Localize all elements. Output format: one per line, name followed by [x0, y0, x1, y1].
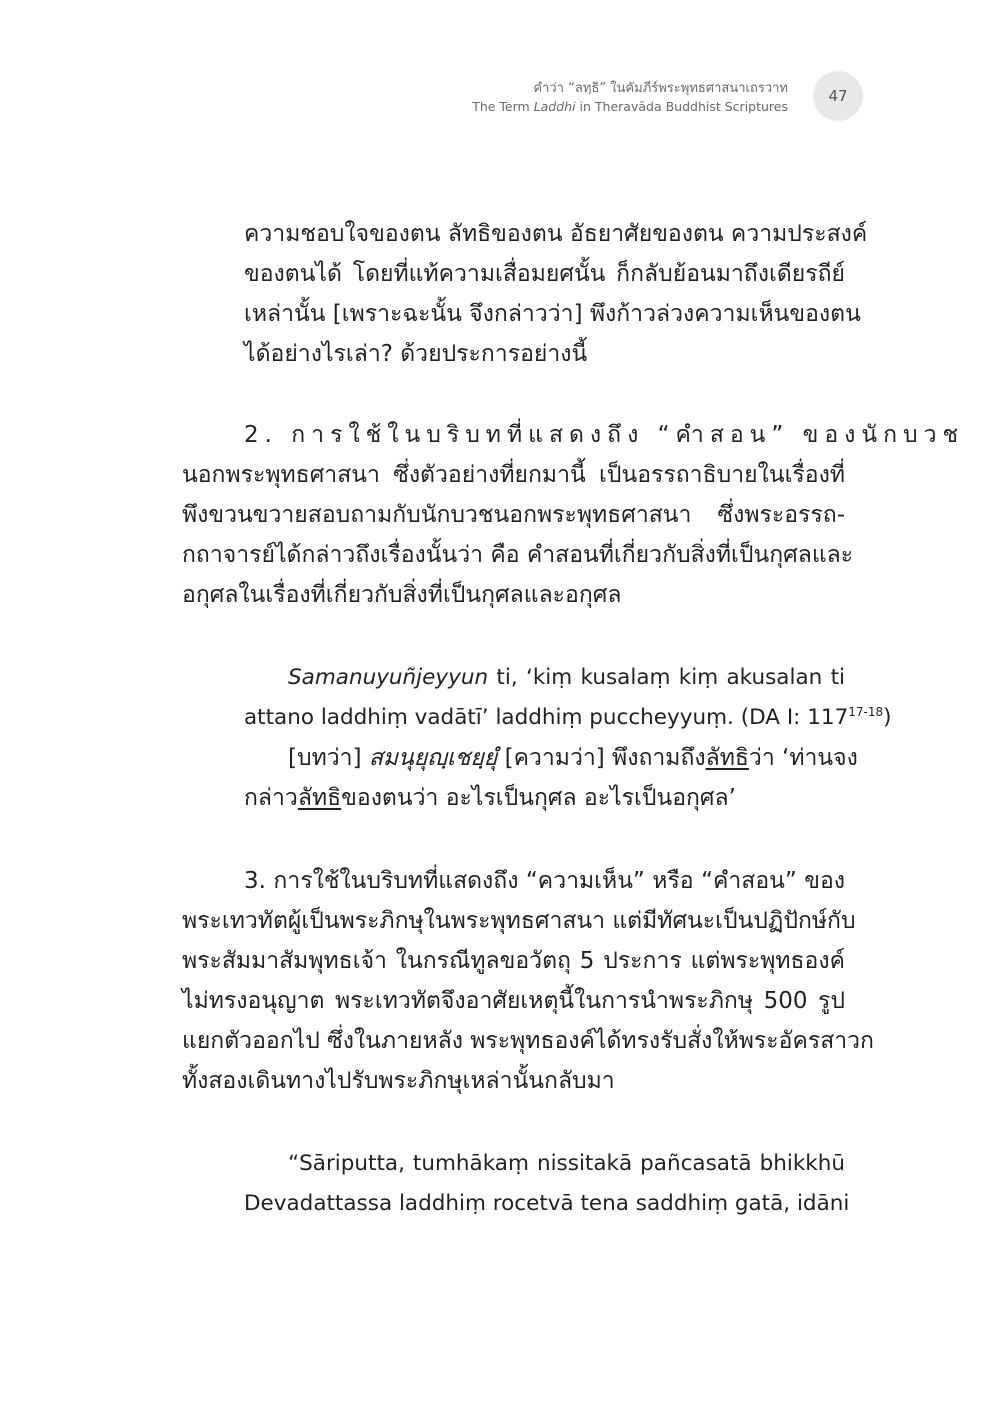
paragraph-line: พระสัมมาสัมพุทธเจ้า ในกรณีทูลขอวัตถุ 5 ประการ แต่พระพุทธองค์	[182, 948, 845, 974]
paragraph-line: ไม่ทรงอนุญาต พระเทวทัตจึงอาศัยเหตุนี้ในการนำพระภิกษุ 500 รูป	[182, 988, 845, 1014]
paragraph-line: ความชอบใจของตน ลัทธิของตน อัธยาศัยของตน ความประสงค์	[244, 221, 868, 247]
quote-line: กล่าวลัทธิของตนว่า อะไรเป็นกุศล อะไรเป็นอกุศล’	[244, 785, 736, 811]
quote-line: “Sāriputta, tumhākaṃ nissitakā pañcasatā bhikkhū	[288, 1151, 845, 1176]
paragraph-line: ของตนได้ โดยที่แท้ความเสื่อมยศนั้น ก็กลับย้อนมาถึงเดียรถีย์	[244, 261, 845, 287]
paragraph-line: พระเทวทัตผู้เป็นพระภิกษุในพระพุทธศาสนา แต่มีทัศนะเป็นปฏิปักษ์กับ	[182, 908, 856, 934]
running-header	[472, 80, 788, 116]
page-body	[182, 214, 965, 1224]
quote-line: Samanuyuñjeyyun ti, ‘kiṃ kusalaṃ kiṃ akusalan ti	[288, 665, 845, 690]
paragraph-line: นอกพระพุทธศาสนา ซึ่งตัวอย่างที่ยกมานี้ เป็นอรรถาธิบายในเรื่องที่	[182, 462, 845, 488]
citation-superscript: 17-18	[848, 704, 884, 719]
paragraph-1	[182, 214, 868, 374]
paragraph-line: อกุศลในเรื่องที่เกี่ยวกับสิ่งที่เป็นกุศลและอกุศล	[182, 582, 622, 608]
paragraph-line: เหล่านั้น [เพราะฉะนั้น จึงกล่าวว่า] พึงก้าวล่วงความเห็นของตน	[244, 301, 861, 327]
block-quote-2	[182, 1144, 850, 1224]
paragraph-3	[182, 861, 874, 1101]
paragraph-line: กถาจารย์ได้กล่าวถึงเรื่องนั้นว่า คือ คำสอนที่เกี่ยวกับสิ่งที่เป็นกุศลและ	[182, 542, 854, 568]
block-quote-1	[182, 658, 892, 818]
paragraph-line: แยกตัวออกไป ซึ่งในภายหลัง พระพุทธองค์ได้ทรงรับสั่งให้พระอัครสาวก	[182, 1028, 874, 1054]
underlined-term: ลัทธิ	[705, 745, 749, 771]
header-title-thai: คำว่า “ลทฺธิ” ในคัมภีร์พระพุทธศาสนาเถรวาท	[533, 81, 788, 96]
quote-line: Devadattassa laddhiṃ rocetvā tena saddhiṃ gatā, idāni	[244, 1191, 850, 1216]
paragraph-line: 3. การใช้ในบริบทที่แสดงถึง “ความเห็น” หรือ “คำสอน” ของ	[244, 868, 845, 894]
quote-line: attano laddhiṃ vadātī’ laddhiṃ puccheyyuṃ. (DA I: 117$^{17-18}$)	[244, 704, 892, 730]
paragraph-line: ได้อย่างไรเล่า? ด้วยประการอย่างนี้	[244, 341, 588, 367]
quote-line: [บทว่า] สมนุยุญฺเชยฺยุํ [ความว่า] พึงถามถึงลัทธิว่า ‘ท่านจง	[288, 745, 858, 771]
paragraph-2	[182, 415, 965, 615]
underlined-term: ลัทธิ	[297, 785, 342, 811]
paragraph-line: 2. การใช้ในบริบทที่แสดงถึง “คำสอน” ของนักบวช	[244, 422, 965, 448]
page-number-badge: 47	[813, 71, 863, 121]
header-title-english: The Term Laddhi in Theravāda Buddhist Scriptures	[472, 99, 788, 114]
paragraph-line: ทั้งสองเดินทางไปรับพระภิกษุเหล่านั้นกลับมา	[182, 1068, 615, 1094]
paragraph-line: พึงขวนขวายสอบถามกับนักบวชนอกพระพุทธศาสนา ซึ่งพระอรรถ-	[182, 502, 845, 528]
